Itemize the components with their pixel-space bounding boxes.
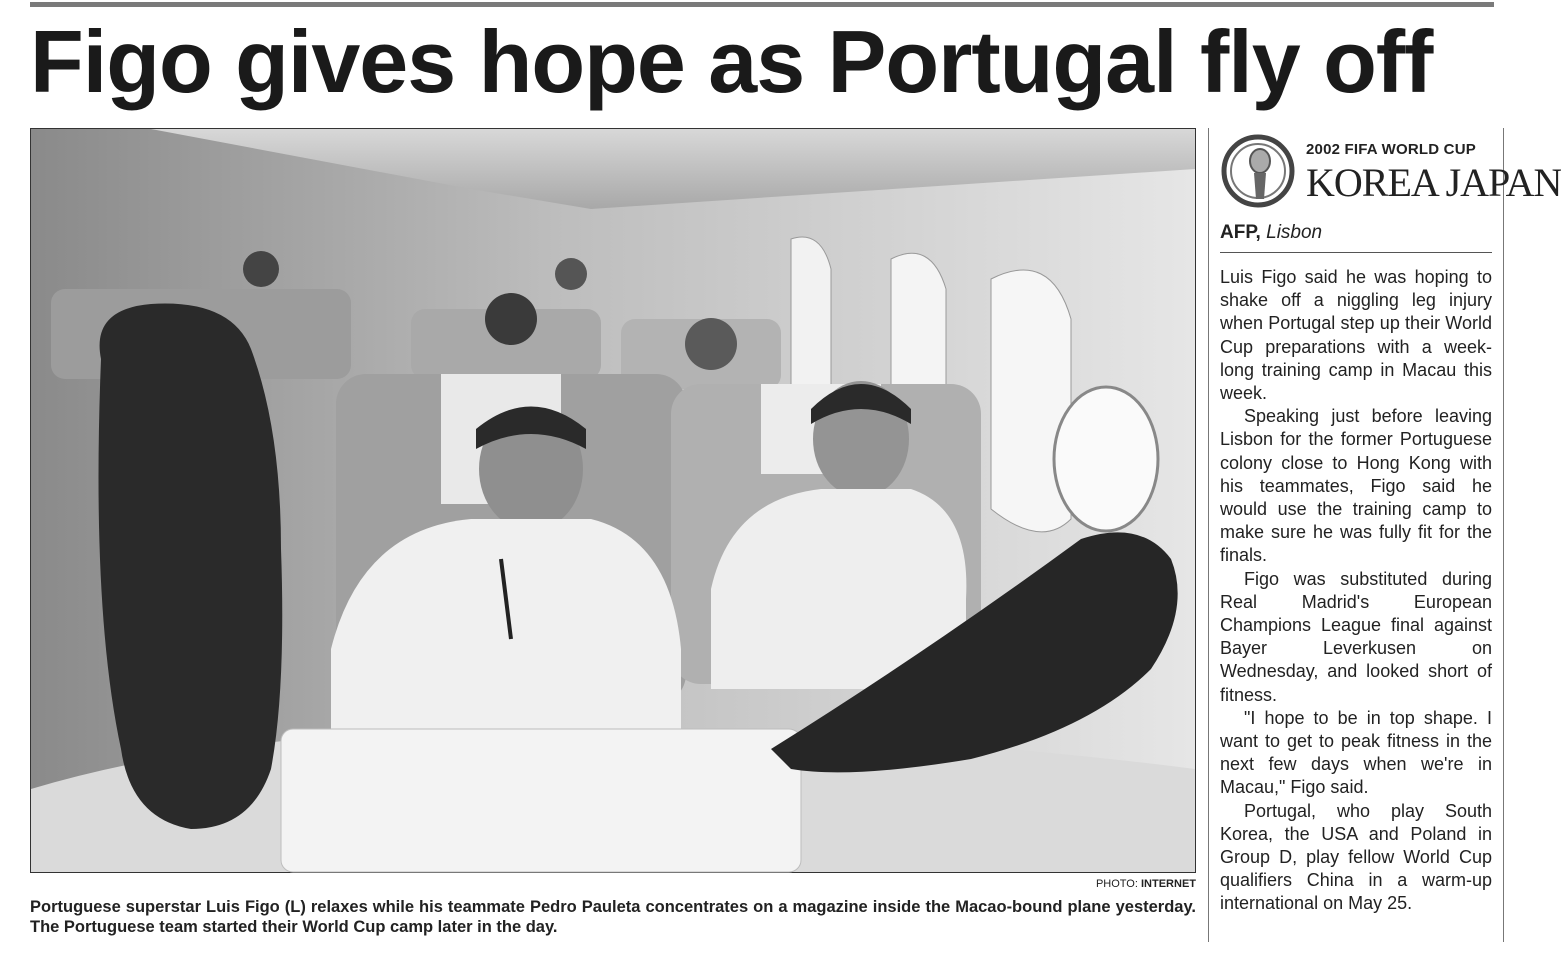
world-cup-logo bbox=[1220, 133, 1561, 211]
article-paragraph: Portugal, who play South Korea, the USA and Poland in Group D, play fellow World Cup qualifiers China in a warm-up international on May 25. bbox=[1220, 800, 1492, 914]
article-body bbox=[1220, 266, 1492, 916]
article-paragraph: Luis Figo said he was hoping to shake off a niggling leg injury when Portugal step up their World Cup preparations with a week-long training camp in Macau this week. bbox=[1220, 267, 1492, 404]
article-paragraph: Speaking just before leaving Lisbon for the former Portuguese colony close to Hong Kong with his teammates, Figo said he would use the training camp to make sure he was fully fit for the finals. bbox=[1220, 406, 1492, 566]
byline bbox=[1220, 222, 1322, 244]
article-paragraph: Figo was substituted during Real Madrid's European Champions League final against Bayer Leverkusen on Wednesday, and looked short of fitness. bbox=[1220, 568, 1492, 705]
byline-agency: AFP, bbox=[1220, 222, 1261, 243]
column-divider bbox=[1208, 128, 1209, 942]
photo-credit bbox=[1050, 878, 1196, 890]
photo-credit-source: INTERNET bbox=[1141, 878, 1196, 890]
right-border bbox=[1503, 128, 1504, 942]
logo-subtitle: KOREA JAPAN bbox=[1306, 160, 1561, 205]
byline-place: Lisbon bbox=[1266, 222, 1323, 243]
logo-title: 2002 FIFA WORLD CUP bbox=[1306, 141, 1476, 158]
world-cup-emblem-icon bbox=[1220, 133, 1300, 211]
byline-rule bbox=[1220, 252, 1492, 253]
photo-caption: Portuguese superstar Luis Figo (L) relaxes while his teammate Pedro Pauleta concentrates on a magazine inside the Macao-bound plane yesterday. The Portuguese team started their World Cup camp later in the day. bbox=[30, 898, 1196, 936]
headline: Figo gives hope as Portugal fly off bbox=[30, 12, 1433, 111]
top-rule bbox=[30, 2, 1494, 7]
airplane-cabin-photo bbox=[31, 129, 1195, 872]
photo-credit-label: PHOTO: bbox=[1095, 878, 1138, 890]
article-paragraph: "I hope to be in top shape. I want to get to peak fitness in the next few days when we're in Macau," Figo said. bbox=[1220, 707, 1492, 798]
news-photo bbox=[30, 128, 1196, 873]
